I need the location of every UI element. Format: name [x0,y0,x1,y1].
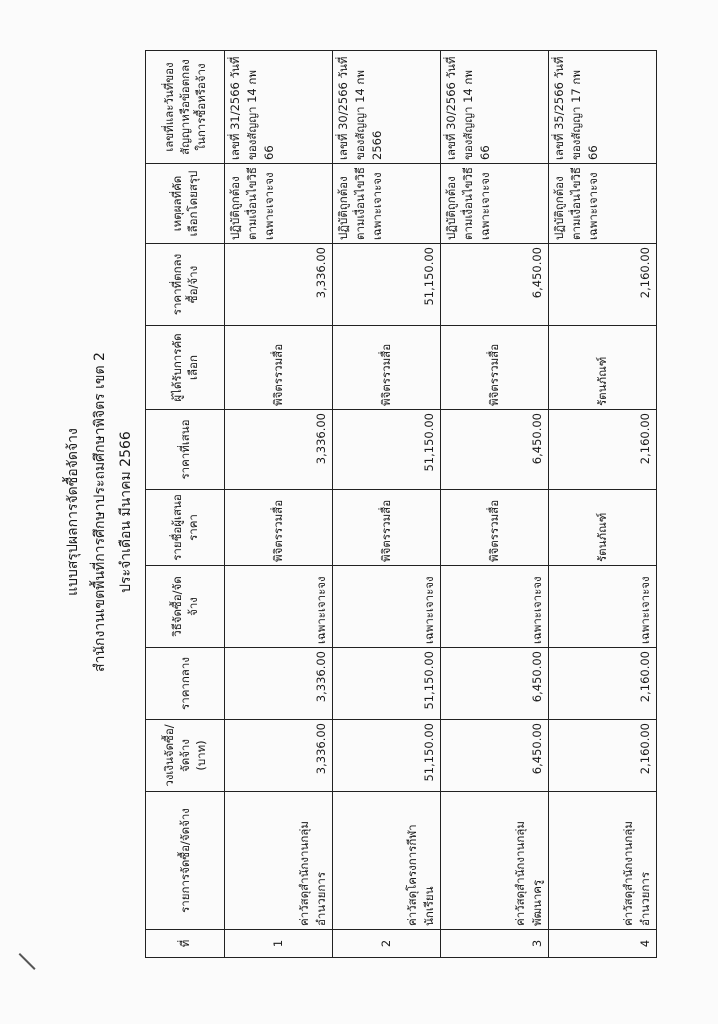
row-budget: 51,150.00 [333,720,441,792]
row-item: ค่าวัสดุสำนักงานกลุ่มพัฒนาครู [441,792,549,930]
row-contract: เลขที่ 30/2566 วันที่ของสัญญา 14 กพ 66 [441,51,549,164]
row-reason: ปฏิบัติถูกต้องตามเงื่อนไขวิธีเฉพาะเจาะจง [441,164,549,244]
table-row [333,51,441,958]
col-budget: วงเงินจัดซื้อ/จัดจ้าง (บาท) [146,720,225,792]
procurement-table [145,50,657,958]
row-agreed-price: 51,150.00 [333,244,441,326]
row-median: 51,150.00 [333,648,441,720]
header-row [146,51,225,958]
row-median: 3,336.00 [225,648,333,720]
row-agreed-price: 2,160.00 [549,244,657,326]
row-no: 4 [549,930,657,958]
row-contract: เลขที่ 35/2566 วันที่ของสัญญา 17 กพ 66 [549,51,657,164]
row-bidders: พิจิตรรวมสื่อ [225,490,333,566]
row-item: ค่าวัสดุโครงการกีฬานักเรียน [333,792,441,930]
row-budget: 3,336.00 [225,720,333,792]
col-bid-price: ราคาที่เสนอ [146,410,225,490]
row-method: เฉพาะเจาะจง [549,566,657,648]
table-row [549,51,657,958]
row-agreed-price: 3,336.00 [225,244,333,326]
row-winner: พิจิตรรวมสื่อ [225,326,333,410]
row-bidders: พิจิตรรวมสื่อ [333,490,441,566]
row-winner: รัตนภัณฑ์ [549,326,657,410]
row-no: 1 [225,930,333,958]
row-median: 2,160.00 [549,648,657,720]
col-agreed-price: ราคาที่ตกลงซื้อ/จ้าง [146,244,225,326]
row-contract: เลขที่ 31/2566 วันที่ของสัญญา 14 กพ 66 [225,51,333,164]
row-winner: พิจิตรรวมสื่อ [441,326,549,410]
row-contract: เลขที่ 30/2566 วันที่ของสัญญา 14 กพ 2566 [333,51,441,164]
row-median: 6,450.00 [441,648,549,720]
row-item: ค่าวัสดุสำนักงานกลุ่มอำนวยการ [225,792,333,930]
col-item: รายการจัดซื้อ/จัดจ้าง [146,792,225,930]
row-no: 3 [441,930,549,958]
doc-agency: สำนักงานเขตพื้นที่การศึกษาประถมศึกษาพิจิตร เขต 2 [92,352,108,672]
col-winner: ผู้ได้รับการคัดเลือก [146,326,225,410]
col-reason: เหตุผลที่คัดเลือกโดยสรุป [146,164,225,244]
col-contract: เลขที่และวันที่ของสัญญาหรือข้อตกลงในการซื้อหรือจ้าง [146,51,225,164]
row-winner: พิจิตรรวมสื่อ [333,326,441,410]
row-reason: ปฏิบัติถูกต้องตามเงื่อนไขวิธีเฉพาะเจาะจง [225,164,333,244]
row-method: เฉพาะเจาะจง [441,566,549,648]
row-no: 2 [333,930,441,958]
row-bid-price: 3,336.00 [225,410,333,490]
row-bid-price: 2,160.00 [549,410,657,490]
row-bidders: พิจิตรรวมสื่อ [441,490,549,566]
doc-title: แบบสรุปผลการจัดซื้อจัดจ้าง [65,428,81,596]
doc-period: ประจำเดือน มีนาคม 2566 [118,431,134,593]
row-reason: ปฏิบัติถูกต้องตามเงื่อนไขวิธีเฉพาะเจาะจง [549,164,657,244]
row-method: เฉพาะเจาะจง [333,566,441,648]
col-no: ที่ [146,930,225,958]
row-bid-price: 6,450.00 [441,410,549,490]
row-budget: 2,160.00 [549,720,657,792]
col-method: วิธีจัดซื้อ/จัดจ้าง [146,566,225,648]
row-budget: 6,450.00 [441,720,549,792]
table-row [441,51,549,958]
col-median: ราคากลาง [146,648,225,720]
col-bidders: รายชื่อผู้เสนอราคา [146,490,225,566]
row-method: เฉพาะเจาะจง [225,566,333,648]
row-item: ค่าวัสดุสำนักงานกลุ่มอำนวยการ [549,792,657,930]
table-row [225,51,333,958]
row-reason: ปฏิบัติถูกต้องตามเงื่อนไขวิธีเฉพาะเจาะจง [333,164,441,244]
row-bid-price: 51,150.00 [333,410,441,490]
row-agreed-price: 6,450.00 [441,244,549,326]
row-bidders: รัตนภัณฑ์ [549,490,657,566]
